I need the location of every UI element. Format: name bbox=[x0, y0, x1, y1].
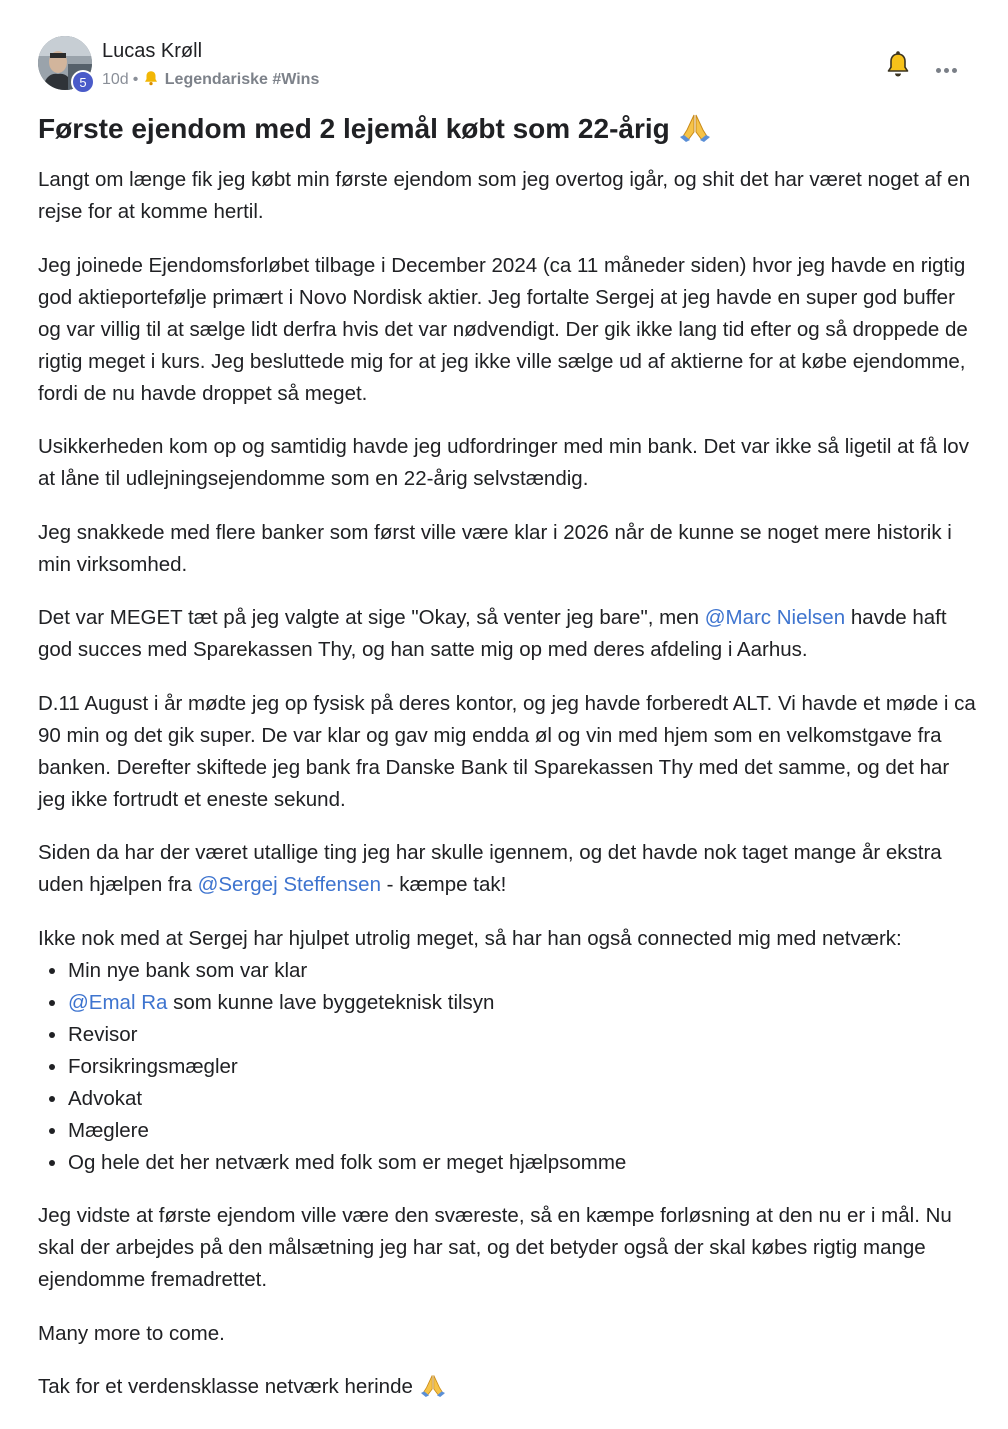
paragraph-5-text-end: havde haft god succes med Sparekassen Thy, og han satte mig op med deres afdeling i Aarhus. bbox=[38, 606, 947, 661]
list-item-text: som kunne lave byggeteknisk tilsyn bbox=[167, 990, 495, 1014]
paragraph-11 bbox=[38, 1371, 978, 1407]
folded-hands-emoji bbox=[678, 112, 712, 149]
more-horizontal-icon bbox=[936, 68, 941, 73]
list-item: • Min nye bank som var klar bbox=[68, 955, 978, 987]
post-body bbox=[38, 164, 978, 1429]
paragraph-6: D.11 August i år mødte jeg op fysisk på deres kontor, og jeg havde forberedt ALT. Vi havde et møde i ca 90 min og det gik super. De var klar og gav mig endda øl og vin med hjem som en velkomstgave fra banken. Derefter skiftede jeg bank fra Danske Bank til Sparekassen Thy med det samme, og det har jeg ikke fortrudt et eneste sekund. bbox=[38, 691, 976, 811]
more-dot bbox=[944, 68, 949, 73]
paragraph-7-text-end: - kæmpe tak! bbox=[380, 873, 507, 896]
paragraph-3: Usikkerheden kom op og samtidig havde jeg udfordringer med min bank. Det var ikke så ligetil at få lov at låne til udlejningsejendomme som en 22-årig selvstændig. bbox=[38, 435, 969, 490]
post-time: 10d bbox=[102, 71, 129, 88]
mention-emal-ra[interactable]: @Emal Ra bbox=[68, 990, 168, 1014]
post-category[interactable]: Legendariske #Wins bbox=[164, 71, 320, 88]
post-title bbox=[38, 112, 712, 149]
paragraph-1: Langt om længe fik jeg købt min første ejendom som jeg overtog igår, og shit det har været noget af en rejse for at komme hertil. bbox=[38, 168, 971, 223]
author-name[interactable]: Lucas Krøll bbox=[102, 40, 203, 62]
more-options-button[interactable] bbox=[936, 60, 964, 72]
list-item: • Og hele det her netværk med folk som er meget hjælpsomme bbox=[68, 1147, 978, 1179]
list-item: • Forsikringsmægler bbox=[68, 1051, 978, 1083]
folded-hands-emoji bbox=[419, 1373, 447, 1407]
paragraph-10: Many more to come. bbox=[38, 1321, 225, 1345]
mention-marc-nielsen[interactable]: @Marc Nielsen bbox=[704, 606, 846, 629]
notification-bell-button[interactable] bbox=[884, 50, 912, 80]
paragraph-8: Ikke nok med at Sergej har hjulpet utrolig meget, så har han også connected mig med netværk: bbox=[38, 926, 902, 950]
paragraph-7-text-start: Siden da har der været utallige ting jeg har skulle igennem, og det havde nok taget mange år ekstra uden hjælpen fra bbox=[38, 841, 942, 896]
more-dot bbox=[952, 68, 957, 73]
meta-separator: • bbox=[132, 71, 139, 88]
level-badge: 5 bbox=[71, 70, 95, 94]
paragraph-7 bbox=[38, 837, 978, 901]
category-bell-icon bbox=[142, 71, 160, 88]
post-header bbox=[38, 36, 968, 96]
paragraph-4: Jeg snakkede med flere banker som først ville være klar i 2026 når de kunne se noget mere historik i min virksomhed. bbox=[38, 520, 952, 576]
list-item: • Revisor bbox=[68, 1019, 978, 1051]
list-item: • Advokat bbox=[68, 1083, 978, 1115]
mention-sergej-steffensen[interactable]: @Sergej Steffensen bbox=[197, 873, 381, 896]
list-item: • Mæglere bbox=[68, 1115, 978, 1147]
paragraph-11-text: Tak for et verdensklasse netværk herinde bbox=[38, 1375, 413, 1398]
paragraph-9: Jeg vidste at første ejendom ville være den sværeste, så en kæmpe forløsning at den nu er i mål. Nu skal der arbejdes på den målsætning jeg har sat, og det betyder også der skal købes rigtig mange ejendomme fremadrettet. bbox=[38, 1204, 952, 1291]
paragraph-5-text-start: Det var MEGET tæt på jeg valgte at sige "Okay, så venter jeg bare", men bbox=[38, 606, 705, 629]
paragraph-2: Jeg joinede Ejendomsforløbet tilbage i December 2024 (ca 11 måneder siden) hvor jeg havde en rigtig god aktieportefølje primært i Novo Nordisk aktier. Jeg fortalte Sergej at jeg havde en super god buffer og var villig til at sælge lidt derfra hvis det var nødvendigt. Der gik ikke lang tid efter og så droppede de rigtig meget i kurs. Jeg besluttede mig for at jeg ikke ville sælge ud af aktierne for at købe ejendomme, fordi de nu havde droppet så meget. bbox=[38, 253, 968, 405]
post-title-text: Første ejendom med 2 lejemål købt som 22-årig bbox=[38, 113, 670, 144]
list-item bbox=[68, 987, 978, 1019]
post-meta bbox=[102, 69, 319, 89]
bell-icon bbox=[884, 50, 912, 80]
paragraph-5 bbox=[38, 602, 978, 666]
network-list bbox=[38, 955, 978, 1179]
